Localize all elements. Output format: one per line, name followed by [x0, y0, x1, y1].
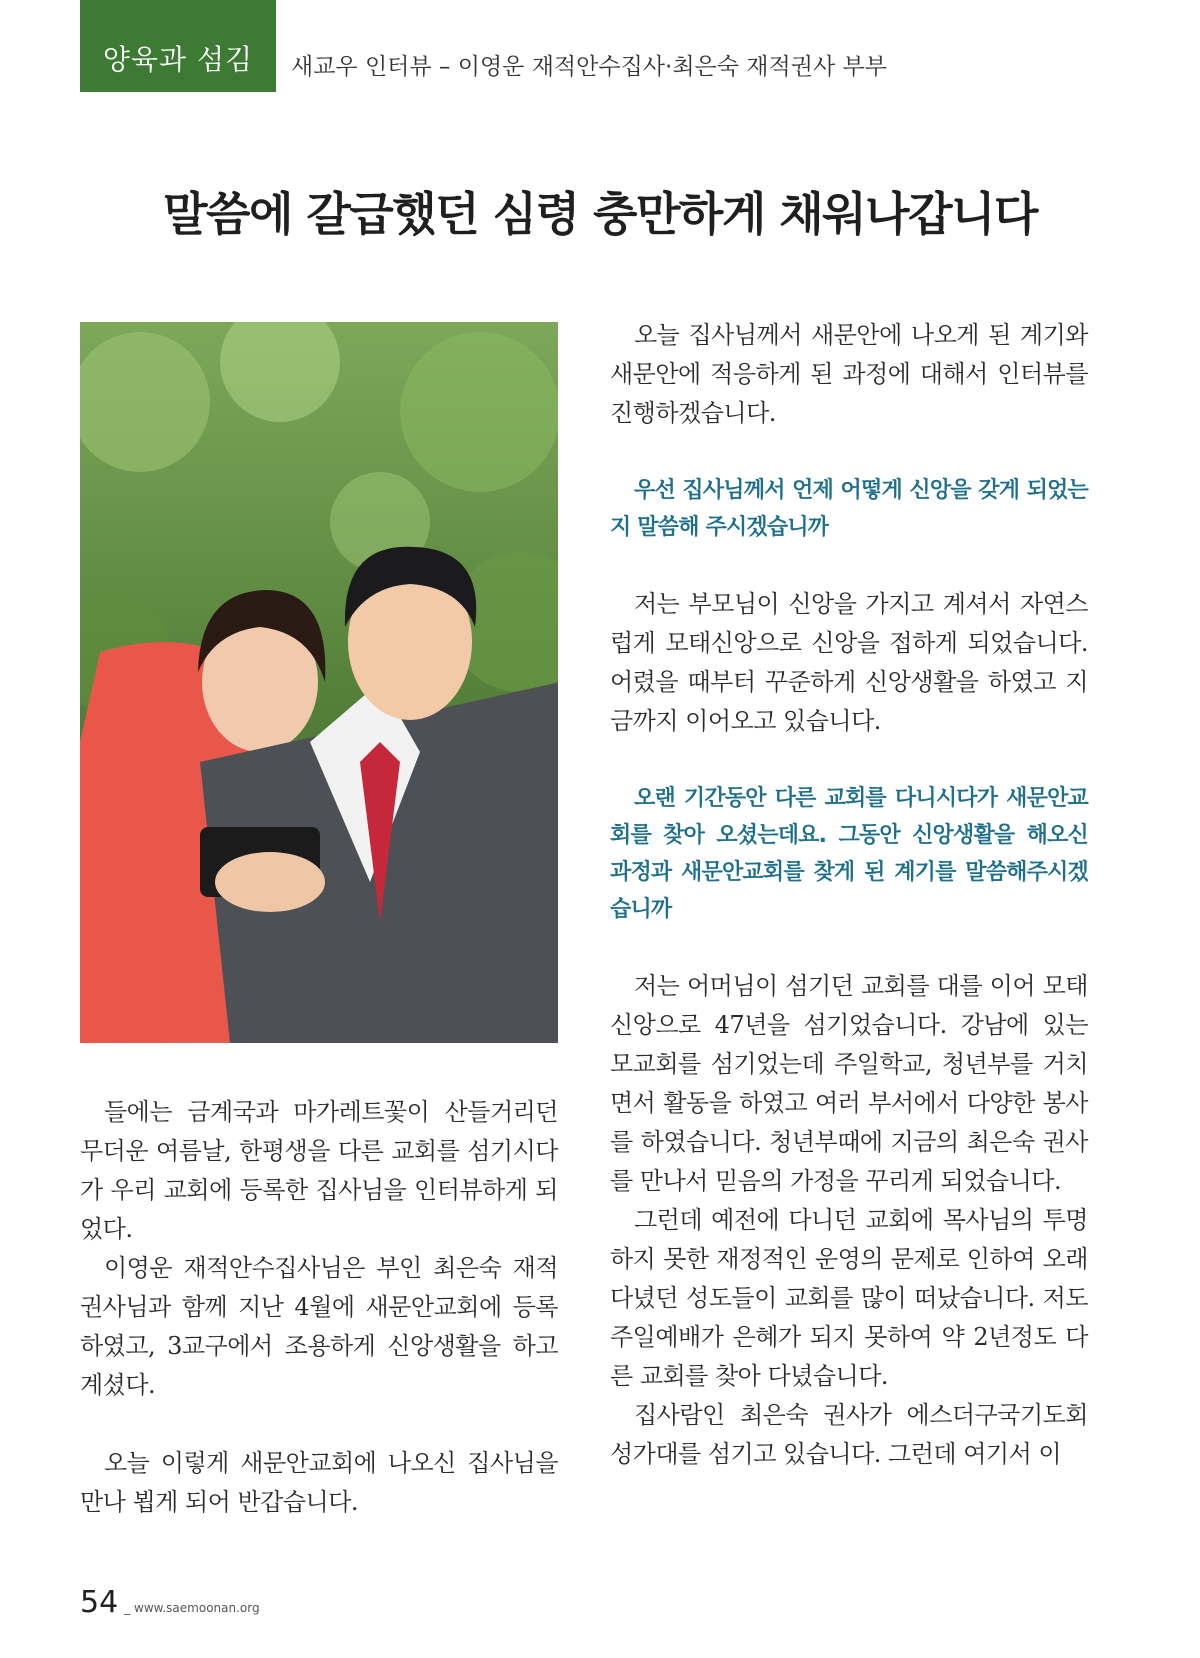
answer-1: 저는 부모님이 신앙을 가지고 계셔서 자연스럽게 모태신앙으로 신앙을 접하게 되었습니다. 어렸을 때부터 꾸준하게 신앙생활을 하였고 지금까지 이어오고 있습니다. [610, 590, 1088, 735]
left-text-column [80, 1093, 558, 1522]
article-headline: 말씀에 갈급했던 심령 충만하게 채워나갑니다 [163, 187, 1037, 241]
website-url: www.saemoonan.org [134, 1601, 260, 1615]
page-number: 54 [80, 1585, 119, 1620]
right-text-column [610, 316, 1088, 1474]
question-2: 오랜 기간동안 다른 교회를 다니시다가 새문안교회를 찾아 오셨는데요. 그동안 신앙생활을 해오신 과정과 새문안교회를 찾게 된 계기를 말씀해주시겠습니까 [610, 786, 1088, 922]
interviewer-intro: 오늘 집사님께서 새문안에 나오게 된 계기와 새문안에 적응하게 된 과정에 대해서 인터뷰를 진행하겠습니다. [610, 321, 1088, 427]
section-subtitle: 새교우 인터뷰 – 이영운 재적안수집사·최은숙 재적권사 부부 [291, 54, 887, 80]
answer-2-paragraph: 그런데 예전에 다니던 교회에 목사님의 투명하지 못한 재정적인 운영의 문제로 인하여 오래 다녔던 성도들이 교회를 많이 떠났습니다. 저도 주일예배가 은혜가 되지 못하여 약 2년정도 다른 교회를 찾아 다녔습니다. [610, 1206, 1088, 1390]
question-1: 우선 집사님께서 언제 어떻게 신앙을 갖게 되었는지 말씀해 주시겠습니까 [610, 478, 1088, 540]
answer-2-paragraph: 집사람인 최은숙 권사가 에스더구국기도회 성가대를 섬기고 있습니다. 그런데 여기서 이 [610, 1401, 1088, 1468]
intro-paragraph: 들에는 금계국과 마가레트꽃이 산들거리던 무더운 여름날, 한평생을 다른 교회를 섬기시다가 우리 교회에 등록한 집사님을 인터뷰하게 되었다. [80, 1098, 558, 1243]
page-footer [80, 1585, 260, 1620]
answer-2-paragraph: 저는 어머님이 섬기던 교회를 대를 이어 모태신앙으로 47년을 섬기었습니다. 강남에 있는 모교회를 섬기었는데 주일학교, 청년부를 거치면서 활동을 하였고 여러 부서에서 다양한 봉사를 하였습니다. 청년부때에 지금의 최은숙 권사를 만나서 믿음의 가정을 꾸리게 되었습니다. [610, 972, 1088, 1195]
interviewer-greeting: 오늘 이렇게 새문안교회에 나오신 집사님을 만나 뵙게 되어 반갑습니다. [80, 1449, 558, 1516]
section-tag: 양육과 섬김 [80, 0, 276, 92]
intro-paragraph: 이영운 재적안수집사님은 부인 최은숙 재적권사님과 함께 지난 4월에 새문안교회에 등록하였고, 3교구에서 조용하게 신앙생활을 하고 계셨다. [80, 1254, 558, 1399]
website-link[interactable]: _ www.saemoonan.org [124, 1601, 260, 1615]
couple-photo [80, 322, 558, 1043]
